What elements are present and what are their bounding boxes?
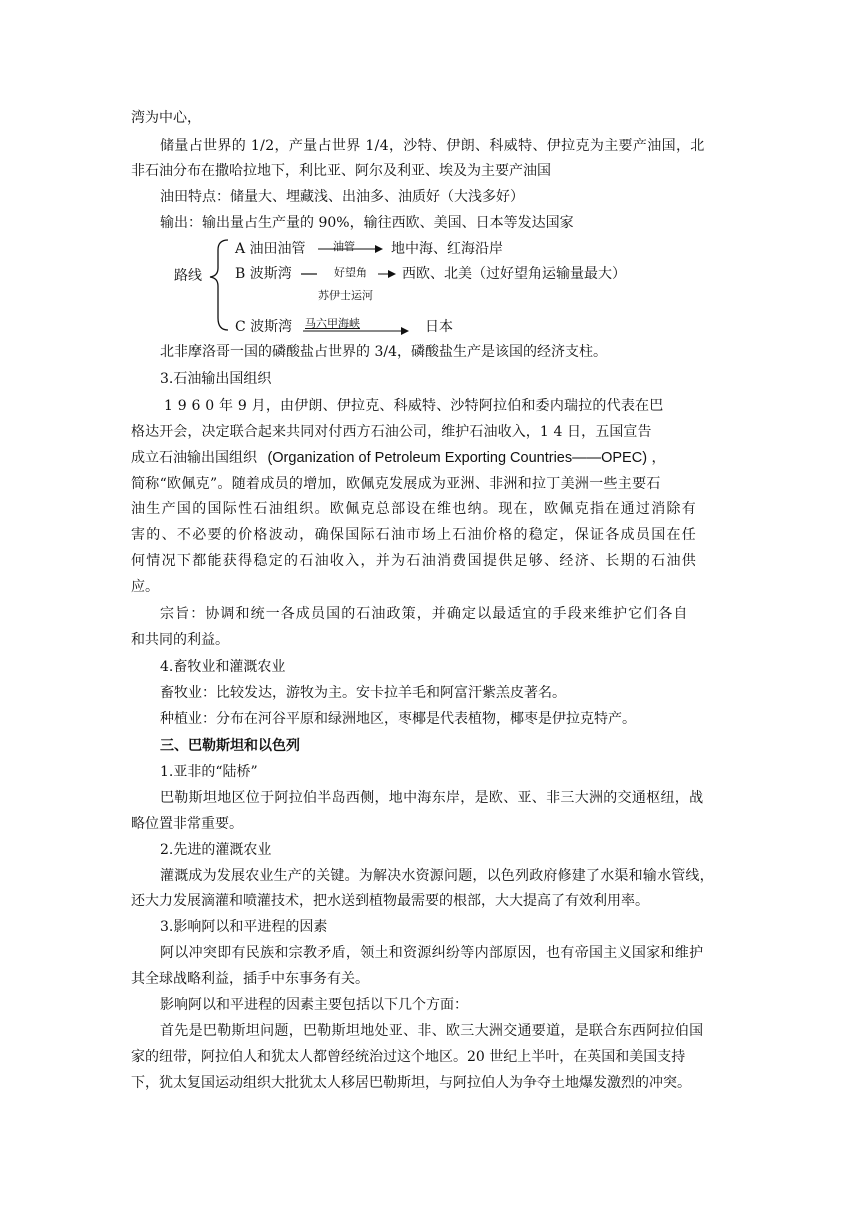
paragraph-line: 还大力发展滴灌和喷灌技术，把水送到植物最需要的根部，大大提高了有效利用率。 (131, 893, 649, 909)
paragraph-line: 应。 (131, 579, 159, 595)
opec-english-name: (Organization of Petroleum Exporting Countries——OPEC) (267, 450, 648, 466)
paragraph-line: 畜牧业：比较发达，游牧为主。安卡拉羊毛和阿富汗紫羔皮著名。 (160, 685, 566, 701)
route-c-via: 马六甲海峡 (305, 317, 360, 330)
paragraph-line: 湾为中心， (131, 110, 201, 126)
route-b-via2: 苏伊士运河 (318, 289, 373, 302)
paragraph-line: 家的纽带，阿拉伯人和犹太人都曾经统治过这个地区。20 世纪上半叶，在英国和美国支持 (131, 1049, 686, 1065)
paragraph-line: 何情况下都能获得稳定的石油收入，并为石油消费国提供足够、经济、长期的石油供 (131, 553, 698, 569)
route-b-start: B 波斯湾 (235, 266, 292, 282)
paragraph-line: 1 9 6 0 年 9 月，由伊朗、伊拉克、科威特、沙特阿拉伯和委内瑞拉的代表在巴 (164, 398, 664, 414)
paragraph-line: 非石油分布在撒哈拉地下，利比亚、阿尔及利亚、埃及为主要产油国 (131, 163, 551, 179)
paragraph-line: 储量占世界的 1/2，产量占世界 1/4，沙特、伊朗、科威特、伊拉克为主要产油国，北 (160, 138, 705, 154)
paragraph-line: 首先是巴勒斯坦问题，巴勒斯坦地处亚、非、欧三大洲交通要道，是联合东西阿拉伯国 (160, 1023, 704, 1039)
paragraph-line: 影响阿以和平进程的因素主要包括以下几个方面： (160, 997, 468, 1013)
route-brace (210, 240, 228, 330)
route-a-dest: 地中海、红海沿岸 (391, 241, 503, 257)
route-a-start: A 油田油管 (235, 241, 306, 257)
paragraph-line: 种植业：分布在河谷平原和绿洲地区，枣椰是代表植物，椰枣是伊拉克特产。 (160, 711, 636, 727)
paragraph-line: 和共同的利益。 (131, 632, 229, 648)
subheading: 2.先进的灌溉农业 (160, 842, 272, 858)
route-label: 路线 (174, 268, 202, 284)
paragraph-line: 阿以冲突即有民族和宗教矛盾，领土和资源纠纷等内部原因，也有帝国主义国家和维护 (160, 945, 704, 961)
route-a-via: 油管 (333, 240, 355, 253)
paragraph-line: 油生产国的国际性石油组织。欧佩克总部设在维也纳。现在，欧佩克指在通过消除有 (131, 501, 698, 517)
section-heading: 三、巴勒斯坦和以色列 (160, 738, 300, 754)
paragraph-text: 成立石油输出国组织 (131, 450, 257, 466)
route-b-via1: 好望角 (334, 266, 367, 279)
route-c-dest: 日本 (425, 319, 453, 335)
paragraph-line: 巴勒斯坦地区位于阿拉伯半岛西侧，地中海东岸，是欧、亚、非三大洲的交通枢纽，战 (160, 790, 704, 806)
subheading: 3.影响阿以和平进程的因素 (160, 919, 328, 935)
paragraph-line: 宗旨：协调和统一各成员国的石油政策，并确定以最适宜的手段来维护它们各自 (160, 606, 689, 622)
paragraph-line: 略位置非常重要。 (131, 816, 243, 832)
paragraph-line: 格达开会，决定联合起来共同对付西方石油公司，维护石油收入，1 4 日，五国宣告 (131, 424, 652, 440)
paragraph-line: 北非摩洛哥一国的磷酸盐占世界的 3/4，磷酸盐生产是该国的经济支柱。 (160, 344, 607, 360)
route-diagram (0, 0, 860, 350)
paragraph-line: 灌溉成为发展农业生产的关键。为解决水资源问题，以色列政府修建了水渠和输水管线， (160, 868, 714, 884)
paragraph-line: 害的、不必要的价格波动，确保国际石油市场上石油价格的稳定，保证各成员国在任 (131, 527, 698, 543)
subheading: 4.畜牧业和灌溉农业 (160, 659, 286, 675)
paragraph-line (131, 449, 665, 467)
paragraph-line: 下，犹太复国运动组织大批犹太人移居巴勒斯坦，与阿拉伯人为争夺土地爆发激烈的冲突。 (131, 1075, 691, 1091)
paragraph-line: 输出：输出量占生产量的 90%，输往西欧、美国、日本等发达国家 (160, 215, 574, 231)
route-b-dest: 西欧、北美（过好望角运输量最大） (402, 266, 626, 282)
paragraph-line: 简称“欧佩克”。随着成员的增加，欧佩克发展成为亚洲、非洲和拉丁美洲一些主要石 (131, 476, 661, 492)
paragraph-text: ， (651, 450, 666, 466)
paragraph-line: 其全球战略利益，插手中东事务有关。 (131, 971, 369, 987)
subheading: 3.石油输出国组织 (160, 371, 272, 387)
route-c-start: C 波斯湾 (235, 319, 293, 335)
paragraph-line: 油田特点：储量大、埋藏浅、出油多、油质好（大浅多好） (160, 189, 524, 205)
subheading: 1.亚非的“陆桥” (160, 764, 258, 780)
